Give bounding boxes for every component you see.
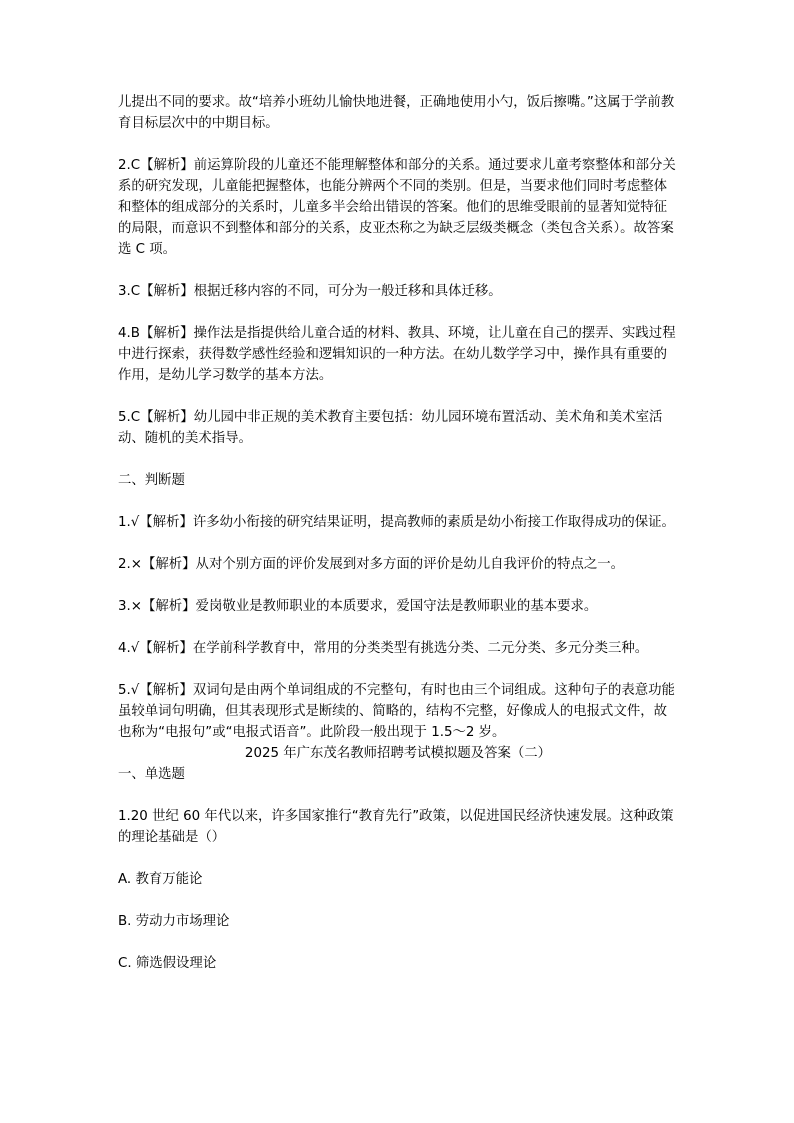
judge-item: 2.×【解析】从对个别方面的评价发展到对多方面的评价是幼儿自我评价的特点之一。	[118, 557, 625, 572]
answer-paragraph: 儿提出不同的要求。故“培养小班幼儿愉快地进餐，正确地使用小勺，饭后擦嘴。”这属于学前教育目标层次中的中期目标。	[118, 95, 675, 131]
question-text: 1.20 世纪 60 年代以来，许多国家推行“教育先行”政策，以促进国民经济快速发展。这种政策的理论基础是（）	[118, 809, 674, 845]
judge-item: 3.×【解析】爱岗敬业是教师职业的本质要求，爱国守法是教师职业的基本要求。	[118, 599, 598, 614]
answer-paragraph: 5.C【解析】幼儿园中非正规的美术教育主要包括：幼儿园环境布置活动、美术角和美术室活动、随机的美术指导。	[118, 410, 663, 446]
judge-item: 4.√【解析】在学前科学教育中，常用的分类类型有挑选分类、二元分类、多元分类三种。	[118, 641, 649, 656]
judge-item: 5.√【解析】双词句是由两个单词组成的不完整句，有时也由三个词组成。这种句子的表意功能虽较单词句明确，但其表现形式是断续的、简略的，结构不完整，好像成人的电报式文件，故也称为“电报句”或“电报式语音”。此阶段一般出现于 1.5～2 岁。	[118, 683, 675, 740]
section-heading-judge: 二、判断题	[118, 473, 185, 488]
section-heading-single: 一、单选题	[118, 767, 185, 782]
document-page	[118, 92, 678, 995]
document-title: 2025 年广东茂名教师招聘考试模拟题及答案（二）	[244, 746, 552, 761]
option-c: C. 筛选假设理论	[118, 956, 217, 971]
answer-paragraph: 3.C【解析】根据迁移内容的不同，可分为一般迁移和具体迁移。	[118, 284, 502, 299]
answer-paragraph: 4.B【解析】操作法是指提供给儿童合适的材料、教具、环境，让儿童在自己的摆弄、实践过程中进行探索，获得数学感性经验和逻辑知识的一种方法。在幼儿数学学习中，操作具有重要的作用，是幼儿学习数学的基本方法。	[118, 326, 676, 383]
option-a: A. 教育万能论	[118, 872, 203, 887]
option-b: B. 劳动力市场理论	[118, 914, 230, 929]
answer-paragraph: 2.C【解析】前运算阶段的儿童还不能理解整体和部分的关系。通过要求儿童考察整体和部分关系的研究发现，儿童能把握整体，也能分辨两个不同的类别。但是，当要求他们同时考虑整体和整体的组成部分的关系时，儿童多半会给出错误的答案。他们的思维受眼前的显著知觉特征的局限，而意识不到整体和部分的关系，皮亚杰称之为缺乏层级类概念（类包含关系）。故答案选 C 项。	[118, 158, 676, 257]
judge-item: 1.√【解析】许多幼小衔接的研究结果证明，提高教师的素质是幼小衔接工作取得成功的保证。	[118, 515, 675, 530]
